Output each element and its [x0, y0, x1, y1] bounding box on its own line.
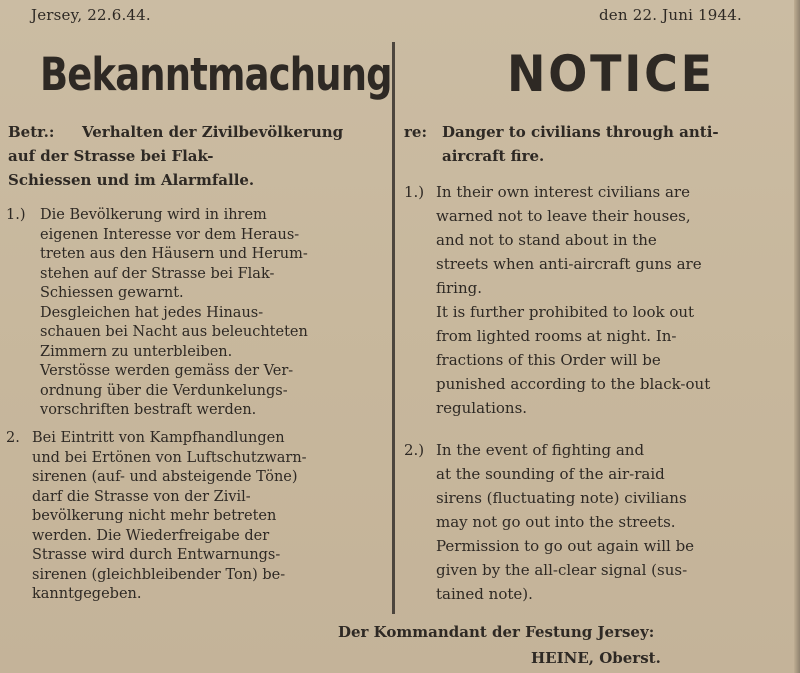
english-title: NOTICE: [507, 45, 715, 103]
english-date: den 22. Juni 1944.: [599, 6, 742, 24]
english-column: [400, 0, 794, 673]
german-subject-line: auf der Strasse bei Flak-: [8, 147, 214, 165]
german-item-2-line: bevölkerung nicht mehr betreten: [32, 508, 277, 524]
german-item-1-line: treten aus den Häusern und Herum-: [40, 246, 308, 262]
english-item-1-text: [436, 180, 710, 420]
english-item-1-line: regulations.: [436, 399, 528, 417]
german-item-1-line: ordnung über die Verdunkelungs-: [40, 382, 288, 399]
english-item-1-line: punished according to the black-out: [436, 375, 711, 393]
english-item-2-line: In the event of fighting and: [436, 441, 645, 459]
signature-line-2: HEINE, Oberst.: [531, 649, 661, 667]
german-subject-label: Betr.:: [8, 123, 55, 141]
english-item-1-line: streets when anti-aircraft guns are: [436, 255, 702, 273]
english-item-1-line: firing.: [436, 279, 483, 297]
german-item-2-line: kanntgegeben.: [32, 586, 142, 602]
signature-line-1: Der Kommandant der Festung Jersey:: [338, 623, 655, 641]
english-item-2-line: Permission to go out again will be: [436, 537, 695, 555]
english-item-1-line: warned not to leave their houses,: [436, 207, 691, 225]
german-item-2-number: 2.: [6, 430, 20, 446]
english-item-2-line: at the sounding of the air-raid: [436, 465, 665, 483]
english-item-2-text: [436, 438, 694, 606]
german-item-1-line: Desgleichen hat jedes Hinaus-: [40, 304, 264, 321]
german-item-1-text: [40, 206, 308, 421]
german-subject-line: Schiessen und im Alarmfalle.: [8, 171, 255, 189]
german-column: [0, 0, 392, 673]
english-item-2-line: given by the all-clear signal (sus-: [436, 561, 688, 579]
german-item-2-line: Strasse wird durch Entwarnungs-: [32, 547, 281, 563]
german-item-1-line: stehen auf der Strasse bei Flak-: [40, 265, 275, 282]
german-item-2-line: werden. Die Wiederfreigabe der: [32, 527, 270, 544]
german-item-1-line: Verstösse werden gemäss der Ver-: [40, 363, 294, 379]
german-item-1-line: eigenen Interesse vor dem Heraus-: [40, 226, 300, 243]
german-subject-text: [82, 120, 383, 144]
german-item-2-text: [32, 429, 307, 605]
paper-edge: [794, 0, 800, 673]
english-item-2-line: sirens (fluctuating note) civilians: [436, 489, 687, 507]
german-item-1-line: schauen bei Nacht aus beleuchteten: [40, 324, 308, 340]
german-item-1-number: 1.): [6, 207, 26, 223]
german-item-2-line: und bei Ertönen von Luftschutzwarn-: [32, 449, 307, 466]
english-item-2-line: may not go out into the streets.: [436, 513, 676, 531]
column-divider: [392, 42, 395, 614]
english-item-1-line: fractions of this Order will be: [436, 351, 661, 369]
english-subject-line: Danger to civilians through anti-: [442, 123, 719, 141]
german-item-1-line: vorschriften bestraft werden.: [40, 402, 257, 418]
german-item-1-line: Zimmern zu unterbleiben.: [40, 343, 233, 360]
english-item-2-number: 2.): [404, 441, 425, 459]
english-subject-line: aircraft fire.: [442, 147, 545, 165]
german-item-2-line: darf die Strasse von der Zivil-: [32, 488, 251, 505]
german-item-1-line: Die Bevölkerung wird in ihrem: [40, 207, 267, 223]
english-item-2-line: tained note).: [436, 585, 533, 603]
english-item-1-line: and not to stand about in the: [436, 231, 657, 249]
english-item-1-line: from lighted rooms at night. In-: [436, 327, 677, 345]
english-item-1-number: 1.): [404, 183, 425, 201]
german-item-1-line: Schiessen gewarnt.: [40, 285, 184, 301]
english-item-1-line: In their own interest civilians are: [436, 183, 690, 201]
german-date: Jersey, 22.6.44.: [31, 6, 151, 24]
german-title: Bekanntmachung: [40, 48, 392, 101]
german-item-2-line: Bei Eintritt von Kampfhandlungen: [32, 430, 285, 446]
english-subject-label: re:: [404, 123, 427, 141]
german-item-2-line: sirenen (auf- und absteigende Töne): [32, 469, 298, 485]
german-item-2-line: sirenen (gleichbleibender Ton) be-: [32, 566, 286, 583]
german-subject-line: Verhalten der Zivilbevölkerung: [82, 123, 344, 141]
english-item-1-line: It is further prohibited to look out: [436, 303, 695, 321]
